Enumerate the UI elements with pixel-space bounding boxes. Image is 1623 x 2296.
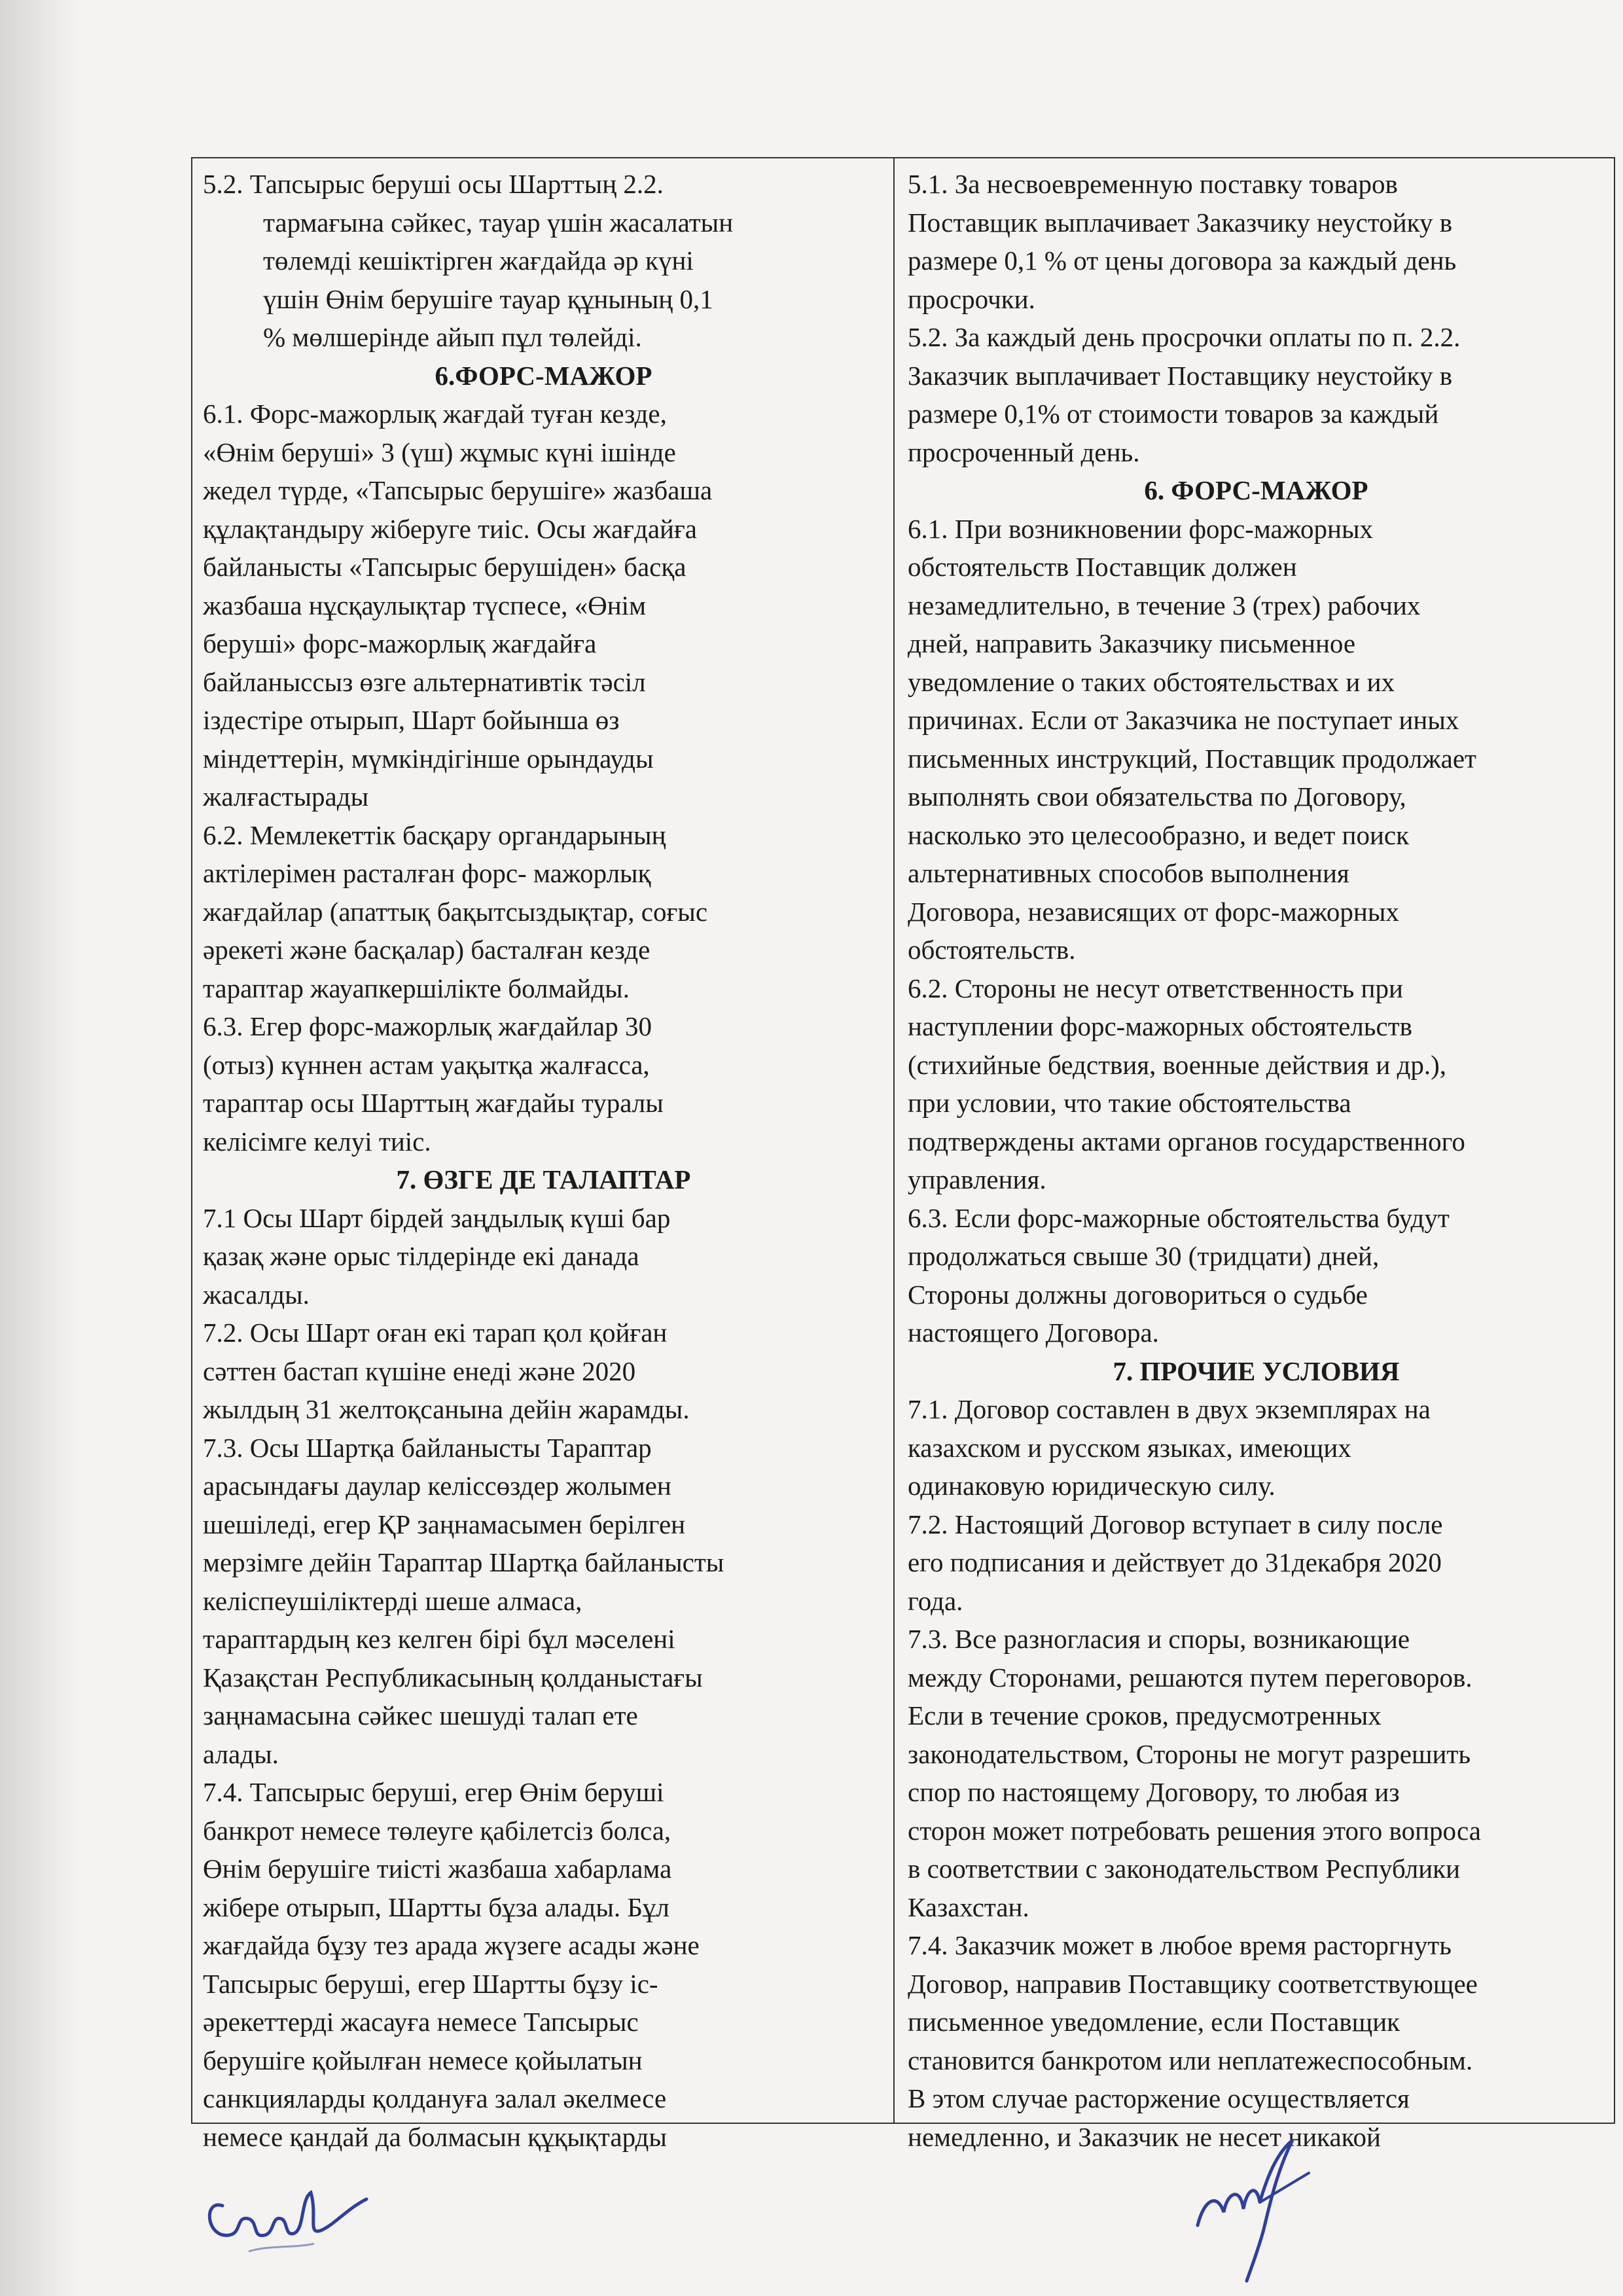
ru-clause-5-2: 5.2. За каждый день просрочки оплаты по п. 2.2. Заказчик выплачивает Поставщику неустойку в размере 0,1% от стоимости товаров за каждый просроченный день. (908, 322, 1461, 467)
ru-clause-7-3: 7.3. Все разногласия и споры, возникающие между Сторонами, решаются путем переговоров. Если в течение сроков, предусмотренных законодательством, Стороны не могут разрешить спор по настоящему Договору, то любая из сторон может потребовать решения этого вопроса в соответствии с законодательством Республики Казахстан. (908, 1624, 1481, 1922)
ru-heading-force-majeure: 6. ФОРС-МАЖОР (1144, 475, 1368, 505)
kz-clause-6-1: 6.1. Форс-мажорлық жағдай туған кезде, «Өнім беруші» 3 (үш) жұмыс күні ішінде жедел түрде, «Тапсырыс берушіге» жазбаша құлақтандыру жіберуге тиіс. Осы жағдайға байланысты «Тапсырыс берушіден» басқа жазбаша нұсқаулықтар түспесе, «Өнім беруші» форс-мажорлық жағдайға байланыссыз өзге альтернативтік тәсіл іздестіре отырып, Шарт бойынша өз міндеттерін, мүмкіндігінше орындауды жалғастырады (203, 399, 713, 812)
ru-clause-6-3: 6.3. Если форс-мажорные обстоятельства будут продолжаться свыше 30 (тридцати) дней, Стороны должны договориться о судьбе настоящего Договора. (908, 1202, 1450, 1348)
kz-clause-6-3: 6.3. Егер форс-мажорлық жағдайлар 30 (отыз) күннен астам уақытқа жалғасса, тараптар осы Шарттың жағдайы туралы келісімге келуі тиіс. (203, 1011, 664, 1157)
kz-clause-5-2: 5.2. Тапсырыс беруші осы Шарттың 2.2. тармағына сәйкес, тауар үшін жасалатын төлемді кешіктірген жағдайда әр күні үшін Өнім берушіге тауар құнының 0,1 % мөлшерінде айып пұл төлейді. (203, 169, 734, 352)
kazakh-column (192, 158, 895, 2152)
kz-clause-6-2: 6.2. Мемлекеттік басқару органдарының актілерімен расталған форс- мажорлық жағдайлар (апаттық бақытсыздықтар, соғыс әрекеті және басқалар) басталған кезде тараптар жауапкершілікте болмайды. (203, 819, 708, 1003)
scan-shadow (0, 0, 79, 2296)
russian-column (895, 158, 1614, 2152)
bilingual-contract-table (191, 157, 1615, 2152)
ru-clause-6-1: 6.1. При возникновении форс-мажорных обстоятельств Поставщик должен незамедлительно, в течение 3 (трех) рабочих дней, направить Заказчику письменное уведомление о таких обстоятельствах и их причинах. Если от Заказчика не поступает иных письменных инструкций, Поставщик продолжает выполнять свои обязательства по Договору, насколько это целесообразно, и ведет поиск альтернативных способов выполнения Договора, независящих от форс-мажорных обстоятельств. (908, 513, 1476, 965)
ru-clause-7-2: 7.2. Настоящий Договор вступает в силу после его подписания и действует до 31декабря 2020 года. (908, 1509, 1443, 1616)
ru-clause-7-4: 7.4. Заказчик может в любое время расторгнуть Договор, направив Поставщику соответствующее письменное уведомление, если Поставщик становится банкротом или неплатежеспособным. В этом случае расторжение осуществляется немедленно, и Заказчик не несет никакой (908, 1930, 1478, 2152)
signature-left-icon (196, 2153, 393, 2271)
signature-right-icon (1178, 2127, 1348, 2284)
kz-heading-other-terms: 7. ӨЗГЕ ДЕ ТАЛАПТАР (396, 1164, 691, 1194)
ru-heading-other-terms: 7. ПРОЧИЕ УСЛОВИЯ (1113, 1355, 1400, 1386)
ru-clause-5-1: 5.1. За несвоевременную поставку товаров Поставщик выплачивает Заказчику неустойку в размере 0,1 % от цены договора за каждый день просрочки. (908, 169, 1457, 314)
kz-clause-7-3: 7.3. Осы Шартқа байланысты Тараптар арасындағы даулар келіссөздер жолымен шешіледі, егер ҚР заңнамасымен берілген мерзімге дейін Тараптар Шартқа байланысты келіспеушіліктерді шеше алмаса, тараптардың кез келген бірі бұл мәселені Қазақстан Республикасының қолданыстағы заңнамасына сәйкес шешуді талап ете алады. (203, 1432, 724, 1769)
kz-heading-force-majeure: 6.ФОРС-МАЖОР (435, 360, 652, 391)
ru-clause-7-1: 7.1. Договор составлен в двух экземплярах на казахском и русском языках, имеющих одинаковую юридическую силу. (908, 1394, 1431, 1501)
kz-clause-7-2: 7.2. Осы Шарт оған екі тарап қол қойған сәттен бастап күшіне енеді және 2020 жылдың 31 желтоқсанына дейін жарамды. (203, 1318, 690, 1424)
ru-clause-6-2: 6.2. Стороны не несут ответственность при наступлении форс-мажорных обстоятельств (стихийные бедствия, военные действия и др.), при условии, что такие обстоятельства подтверждены актами органов государственного управления. (908, 973, 1465, 1194)
kz-clause-7-1: 7.1 Осы Шарт бірдей заңдылық күші бар қазақ және орыс тілдерінде екі данада жасалды. (203, 1202, 671, 1310)
kz-clause-7-4: 7.4. Тапсырыс беруші, егер Өнім беруші банкрот немесе төлеуге қабілетсіз болса, Өнім берушіге тиісті жазбаша хабарлама жібере отырып, Шартты бұза алады. Бұл жағдайда бұзу тез арада жүзеге асады және Тапсырыс беруші, егер Шартты бұзу іс- әрекеттерді жасауға немесе Тапсырыс берушіге қойылған немесе қойылатын санкцияларды қолдануға залал әкелмесе немесе қандай да болмасын құқықтарды (203, 1777, 700, 2152)
